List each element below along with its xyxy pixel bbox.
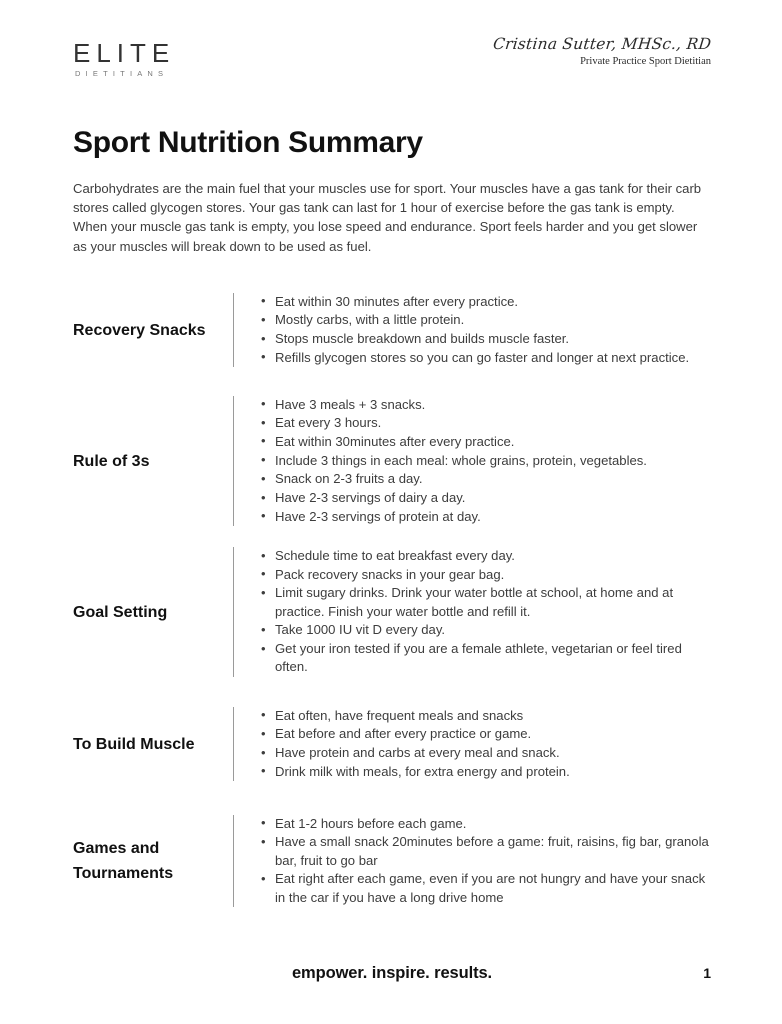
list-item: • Have 2-3 servings of protein at day.: [261, 508, 711, 526]
section-recovery-snacks: [73, 278, 711, 382]
list-item: • Refills glycogen stores so you can go faster and longer at next practice.: [261, 349, 711, 367]
list-item: • Get your iron tested if you are a female athlete, vegetarian or feel tired often.: [261, 640, 711, 676]
elite-dietitians-logo: [73, 40, 175, 78]
page-header: [0, 36, 782, 88]
section-rule-of-3s: [73, 392, 711, 530]
bullet-list: [261, 547, 711, 676]
signature-role: Private Practice Sport Dietitian: [580, 55, 711, 67]
list-item: • Eat 1-2 hours before each game.: [261, 815, 711, 833]
sections-container: [73, 278, 711, 916]
bullet-list: [261, 293, 711, 367]
logo-wordmark: ELITE: [73, 38, 176, 68]
list-item: • Mostly carbs, with a little protein.: [261, 311, 711, 329]
list-item: • Snack on 2-3 fruits a day.: [261, 470, 711, 488]
list-item: • Eat within 30minutes after every practice.: [261, 433, 711, 451]
footer-tagline: empower. inspire. results.: [291, 964, 493, 982]
list-item: • Have 2-3 servings of dairy a day.: [261, 489, 711, 507]
section-games-and-tournaments: [73, 806, 711, 916]
page-footer: [73, 964, 711, 986]
section-body: [233, 815, 711, 908]
section-heading: Rule of 3s: [73, 452, 150, 470]
bullet-list: [261, 396, 711, 526]
author-signature: [493, 36, 711, 68]
list-item: • Eat within 30 minutes after every practice.: [261, 293, 711, 311]
section-heading: To Build Muscle: [73, 735, 195, 753]
section-to-build-muscle: [73, 694, 711, 794]
bullet-list: [261, 815, 711, 907]
list-item: • Schedule time to eat breakfast every day.: [261, 547, 711, 565]
list-item: • Limit sugary drinks. Drink your water bottle at school, at home and at practice. Finish your water bottle and refill it.: [261, 584, 711, 620]
section-body: [233, 293, 711, 368]
list-item: • Drink milk with meals, for extra energy and protein.: [261, 763, 711, 781]
list-item: • Have protein and carbs at every meal and snack.: [261, 744, 711, 762]
list-item: • Pack recovery snacks in your gear bag.: [261, 566, 711, 584]
list-item: • Eat right after each game, even if you are not hungry and have your snack in the car if you have a long drive home: [261, 870, 711, 906]
section-heading: Goal Setting: [73, 603, 168, 621]
section-body: [233, 396, 711, 527]
logo-tagline: DIETITIANS: [75, 69, 169, 78]
section-body: [233, 547, 711, 677]
page-number: 1: [703, 965, 711, 981]
section-heading: Recovery Snacks: [73, 321, 206, 339]
section-goal-setting: [73, 542, 711, 682]
section-heading: Games and Tournaments: [73, 840, 174, 882]
list-item: • Take 1000 IU vit D every day.: [261, 621, 711, 639]
bullet-list: [261, 707, 711, 781]
list-item: • Have a small snack 20minutes before a game: fruit, raisins, fig bar, granola bar, fruit to go bar: [261, 833, 711, 869]
intro-paragraph: Carbohydrates are the main fuel that your muscles use for sport. Your muscles have a gas tank for their carb stores called glycogen stores. Your gas tank can last for 1 hour of exercise before the gas tank is empty. When your muscle gas tank is empty, you lose speed and endurance. Sport feels harder and you get slower as your muscles will break down to be used as fuel.: [73, 181, 702, 254]
page-title: Sport Nutrition Summary: [73, 126, 423, 159]
list-item: • Eat every 3 hours.: [261, 414, 711, 432]
signature-name: Cristina Sutter, MHSc., RD: [492, 35, 713, 53]
list-item: • Eat before and after every practice or game.: [261, 725, 711, 743]
list-item: • Stops muscle breakdown and builds muscle faster.: [261, 330, 711, 348]
list-item: • Include 3 things in each meal: whole grains, protein, vegetables.: [261, 452, 711, 470]
list-item: • Have 3 meals + 3 snacks.: [261, 396, 711, 414]
list-item: • Eat often, have frequent meals and snacks: [261, 707, 711, 725]
section-body: [233, 707, 711, 782]
